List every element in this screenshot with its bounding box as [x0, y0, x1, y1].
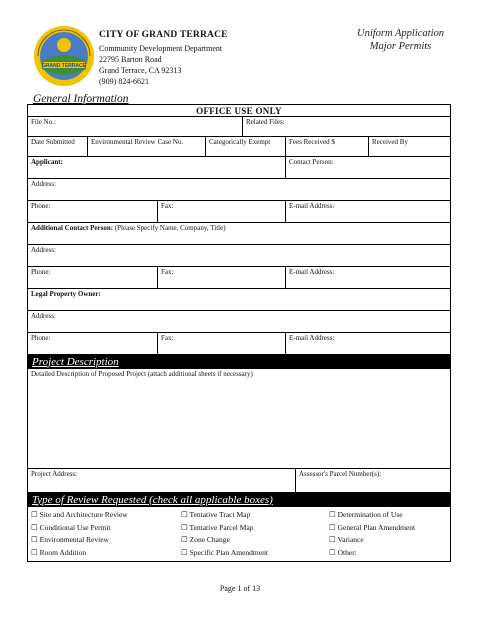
fees-received-field[interactable]: Fees Received $ — [286, 137, 369, 156]
owner-contact-row — [28, 333, 450, 355]
office-details-row — [28, 137, 450, 157]
applicant-address-row — [28, 179, 450, 201]
review-option-label: Room Addition — [39, 547, 87, 557]
review-col-2 — [181, 509, 329, 559]
owner-row — [28, 289, 450, 311]
checkbox-icon[interactable]: ☐ — [181, 510, 188, 519]
review-option[interactable] — [181, 509, 329, 522]
additional-contact-label: Additional Contact Person: — [31, 224, 114, 232]
owner-address-field[interactable]: Address: — [31, 312, 56, 320]
review-option-label: Tentative Tract Map — [189, 510, 251, 519]
owner-address-row — [28, 311, 450, 333]
city-state-zip: Grand Terrace, CA 92313 — [99, 66, 182, 75]
additional-contact-fax-field[interactable]: Fax: — [158, 267, 286, 288]
applicant-contact-person-field[interactable]: Contact Person: — [289, 158, 334, 166]
review-option-label: Environmental Review — [39, 535, 109, 544]
review-option-label: Variance — [337, 535, 364, 544]
document-title-line2: Major Permits — [369, 41, 432, 52]
review-option-label: Other: — [337, 547, 357, 557]
additional-contact-contact-row — [28, 267, 450, 289]
checkbox-icon[interactable]: ☐ — [31, 510, 38, 519]
svg-text:GRAND TERRACE: GRAND TERRACE — [42, 63, 86, 69]
checkbox-icon[interactable]: ☐ — [181, 522, 188, 532]
owner-field[interactable]: Legal Property Owner: — [31, 290, 101, 298]
applicant-fax-field[interactable]: Fax: — [158, 201, 286, 222]
categorically-exempt-field[interactable]: Categorically Exempt — [206, 137, 286, 156]
office-use-heading: OFFICE USE ONLY — [28, 105, 450, 117]
review-option[interactable] — [31, 522, 181, 535]
review-option-label: Zone Change — [189, 535, 230, 544]
review-option-label: Site and Architecture Review — [39, 510, 128, 519]
review-option[interactable] — [31, 534, 181, 547]
additional-contact-row — [28, 223, 450, 245]
document-title — [357, 27, 444, 53]
review-type-options — [28, 507, 450, 561]
street-address: 22795 Barton Road — [99, 55, 162, 64]
page-number: Page 1 of 13 — [219, 584, 261, 593]
applicant-address-field[interactable]: Address: — [31, 180, 56, 188]
checkbox-icon[interactable]: ☐ — [329, 535, 336, 544]
review-option-label: General Plan Amendment — [337, 522, 416, 532]
review-option-label: Conditional Use Permit — [39, 522, 111, 532]
parcel-number-field[interactable]: Assessor's Parcel Number(s): — [299, 470, 382, 478]
checkbox-icon[interactable]: ☐ — [329, 510, 336, 519]
applicant-phone-field[interactable]: Phone: — [28, 201, 158, 222]
applicant-row — [28, 157, 450, 179]
checkbox-icon[interactable]: ☐ — [31, 522, 38, 532]
section-title-project-description: Project Description — [28, 355, 450, 369]
additional-contact-address-row — [28, 245, 450, 267]
project-address-row — [28, 469, 450, 493]
department-name: Community Development Department — [99, 44, 223, 53]
review-option[interactable] — [181, 547, 329, 560]
department-phone: (909) 824-6621 — [99, 77, 149, 86]
checkbox-icon[interactable]: ☐ — [181, 535, 188, 544]
project-address-field[interactable]: Project Address: — [28, 469, 296, 492]
checkbox-icon[interactable]: ☐ — [181, 547, 188, 557]
additional-contact-email-field[interactable]: E-mail Address: — [289, 268, 335, 276]
review-option-label: Tentative Parcel Map — [189, 522, 254, 532]
review-option[interactable] — [181, 522, 329, 535]
review-option[interactable] — [329, 534, 447, 547]
received-by-field[interactable]: Received By — [372, 138, 408, 146]
date-submitted-field[interactable]: Date Submitted — [28, 137, 88, 156]
file-row — [28, 117, 450, 137]
review-option[interactable] — [329, 522, 447, 535]
additional-contact-note: (Please Specify Name, Company, Title) — [113, 224, 226, 232]
checkbox-icon[interactable]: ☐ — [31, 535, 38, 544]
review-option[interactable] — [31, 509, 181, 522]
additional-contact-field[interactable] — [28, 223, 450, 244]
additional-contact-address-field[interactable]: Address: — [31, 246, 56, 254]
review-option[interactable] — [329, 547, 447, 560]
review-col-1 — [31, 509, 181, 559]
owner-phone-field[interactable]: Phone: — [28, 333, 158, 354]
project-description-row — [28, 369, 450, 469]
applicant-email-field[interactable]: E-mail Address: — [289, 202, 335, 210]
document-title-line1: Uniform Application — [356, 28, 444, 39]
owner-email-field[interactable]: E-mail Address: — [289, 334, 335, 342]
checkbox-icon[interactable]: ☐ — [31, 547, 38, 557]
owner-fax-field[interactable]: Fax: — [158, 333, 286, 354]
related-files-field[interactable]: Related Files: — [246, 118, 285, 126]
city-name: CITY OF GRAND TERRACE — [99, 30, 228, 40]
review-option[interactable] — [181, 534, 329, 547]
application-form — [27, 104, 451, 562]
additional-contact-phone-field[interactable]: Phone: — [28, 267, 158, 288]
city-seal-logo — [33, 25, 95, 87]
section-title-general-information: General Information — [33, 93, 129, 105]
review-option[interactable] — [329, 509, 447, 522]
review-option-label: Specific Plan Amendment — [189, 547, 268, 557]
applicant-contact-row — [28, 201, 450, 223]
page-header — [0, 0, 480, 92]
project-description-field[interactable]: Detailed Description of Proposed Project (attach additional sheets if necessary) — [31, 370, 253, 378]
review-col-3 — [329, 509, 447, 559]
checkbox-icon[interactable]: ☐ — [329, 522, 336, 532]
env-review-case-field[interactable]: Environmental Review Case No. — [88, 137, 206, 156]
review-option[interactable] — [31, 547, 181, 560]
section-title-review-type: Type of Review Requested (check all applicable boxes) — [28, 493, 450, 507]
checkbox-icon[interactable]: ☐ — [329, 547, 336, 557]
file-no-field[interactable]: File No.: — [28, 117, 243, 136]
applicant-field[interactable]: Applicant: — [28, 157, 286, 178]
review-option-label: Determination of Use — [337, 510, 403, 519]
